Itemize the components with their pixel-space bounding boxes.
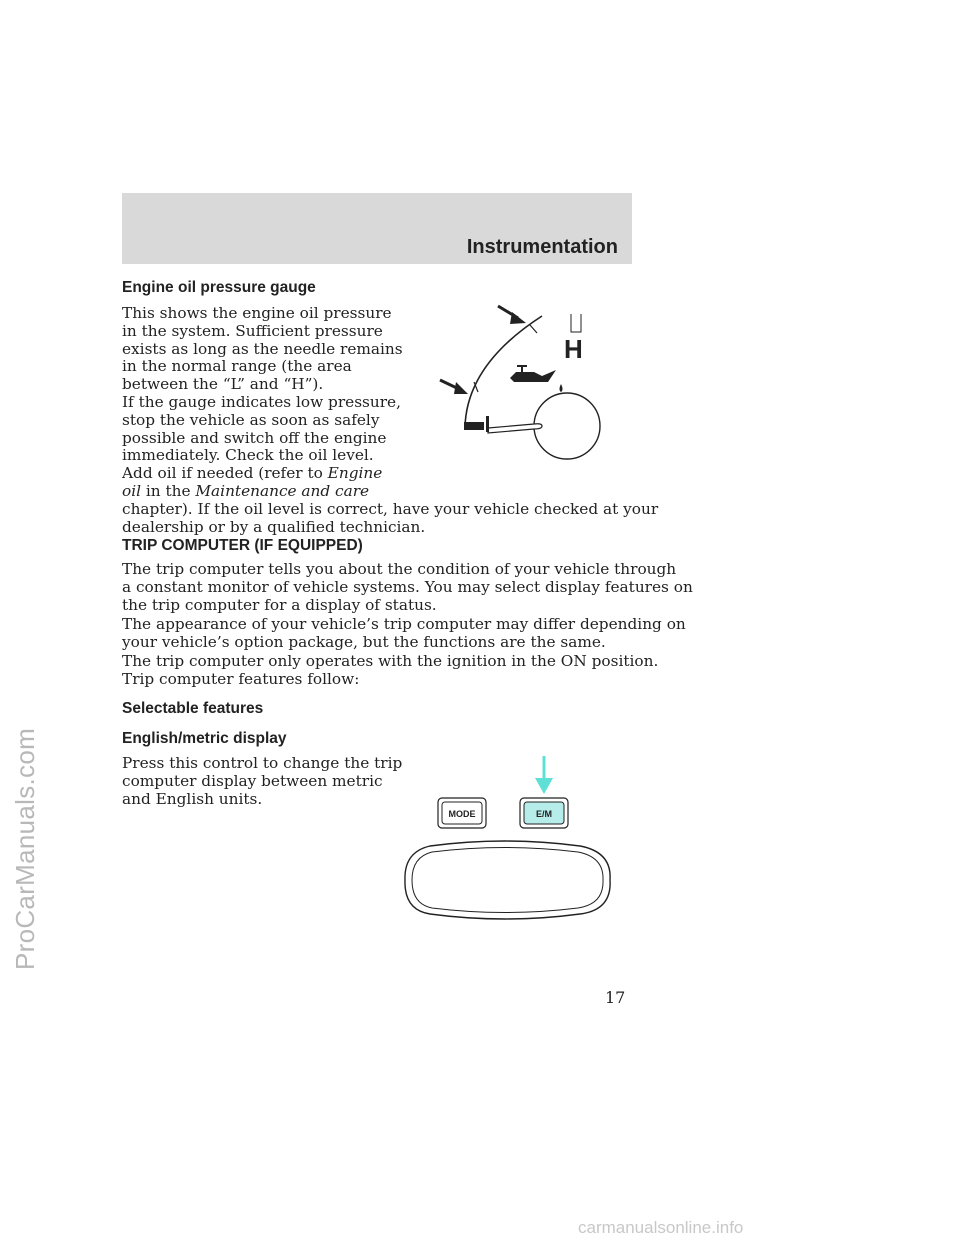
text-line: possible and switch off the engine bbox=[122, 428, 387, 447]
needle-pivot bbox=[534, 393, 600, 459]
text-line: exists as long as the needle remains bbox=[122, 339, 403, 358]
trip-computer-illustration bbox=[400, 750, 620, 920]
oil-gauge-paragraph-1 bbox=[122, 305, 403, 394]
refer-prefix: Add oil if needed (refer to bbox=[122, 464, 328, 483]
text-line: your vehicle’s option package, but the functions are the same. bbox=[122, 632, 606, 651]
header-band bbox=[122, 193, 632, 264]
text-line: the trip computer for a display of status. bbox=[122, 595, 437, 614]
text-line: a constant monitor of vehicle systems. You may select display features on bbox=[122, 577, 693, 596]
pointer-arrow-icon bbox=[535, 756, 553, 794]
em-button[interactable] bbox=[520, 798, 568, 828]
mode-button[interactable] bbox=[438, 798, 486, 828]
trip-display-screen bbox=[405, 841, 610, 919]
page-title: Instrumentation bbox=[466, 236, 618, 258]
text-line: chapter). If the oil level is correct, have your vehicle checked at your bbox=[122, 499, 659, 518]
gauge-low-mark bbox=[486, 416, 489, 432]
gauge-label-l: L bbox=[490, 450, 491, 451]
english-metric-heading: English/metric display bbox=[122, 730, 287, 747]
trip-paragraph-4 bbox=[122, 755, 402, 808]
text-line: in the system. Sufficient pressure bbox=[122, 321, 383, 340]
trip-computer-heading: TRIP COMPUTER (IF EQUIPPED) bbox=[122, 537, 363, 554]
gauge-low-bar bbox=[464, 422, 484, 430]
ref-maintenance-chapter: Maintenance and care bbox=[195, 481, 370, 500]
text-line: computer display between metric bbox=[122, 771, 383, 790]
page-number: 17 bbox=[605, 988, 626, 1007]
watermark-bottom: carmanualsonline.info bbox=[578, 1218, 744, 1237]
selectable-features-heading: Selectable features bbox=[122, 700, 264, 717]
trip-paragraph-1 bbox=[122, 561, 693, 614]
text-line: This shows the engine oil pressure bbox=[122, 304, 392, 322]
ref-engine: Engine bbox=[327, 464, 383, 483]
em-button-label: E/M bbox=[535, 809, 553, 819]
arrow-high-icon bbox=[498, 306, 526, 324]
gauge-tick-high bbox=[530, 325, 537, 333]
text-line: The appearance of your vehicle’s trip computer may differ depending on bbox=[122, 615, 686, 633]
oil-gauge-heading: Engine oil pressure gauge bbox=[122, 279, 316, 296]
text-line: Press this control to change the trip bbox=[122, 754, 403, 772]
text-line: and English units. bbox=[122, 789, 263, 808]
text-line bbox=[122, 483, 658, 501]
arrow-low-icon bbox=[440, 380, 468, 394]
ref-oil: oil bbox=[122, 481, 141, 500]
text-line: immediately. Check the oil level. bbox=[122, 446, 374, 465]
oil-can-icon bbox=[510, 366, 563, 392]
text-line: stop the vehicle as soon as safely bbox=[122, 410, 380, 429]
text-line: Trip computer features follow: bbox=[122, 669, 360, 688]
mode-button-label: MODE bbox=[448, 809, 476, 819]
text-line: The trip computer only operates with the ignition in the ON position. bbox=[122, 652, 659, 670]
in-the: in the bbox=[141, 481, 196, 500]
text-line: between the “L” and “H”). bbox=[122, 375, 324, 394]
watermark-side: ProCarManuals.com bbox=[10, 727, 40, 970]
indicator-box bbox=[571, 314, 581, 332]
text-line: dealership or by a qualified technician. bbox=[122, 517, 426, 536]
oil-pressure-gauge-illustration bbox=[430, 300, 620, 460]
text-line bbox=[122, 465, 658, 483]
text-line: If the gauge indicates low pressure, bbox=[122, 393, 401, 411]
trip-paragraph-2 bbox=[122, 616, 686, 652]
text-line: The trip computer tells you about the condition of your vehicle through bbox=[122, 560, 677, 578]
gauge-label-h: H bbox=[564, 334, 583, 364]
trip-paragraph-3 bbox=[122, 653, 658, 689]
text-line: in the normal range (the area bbox=[122, 357, 352, 376]
